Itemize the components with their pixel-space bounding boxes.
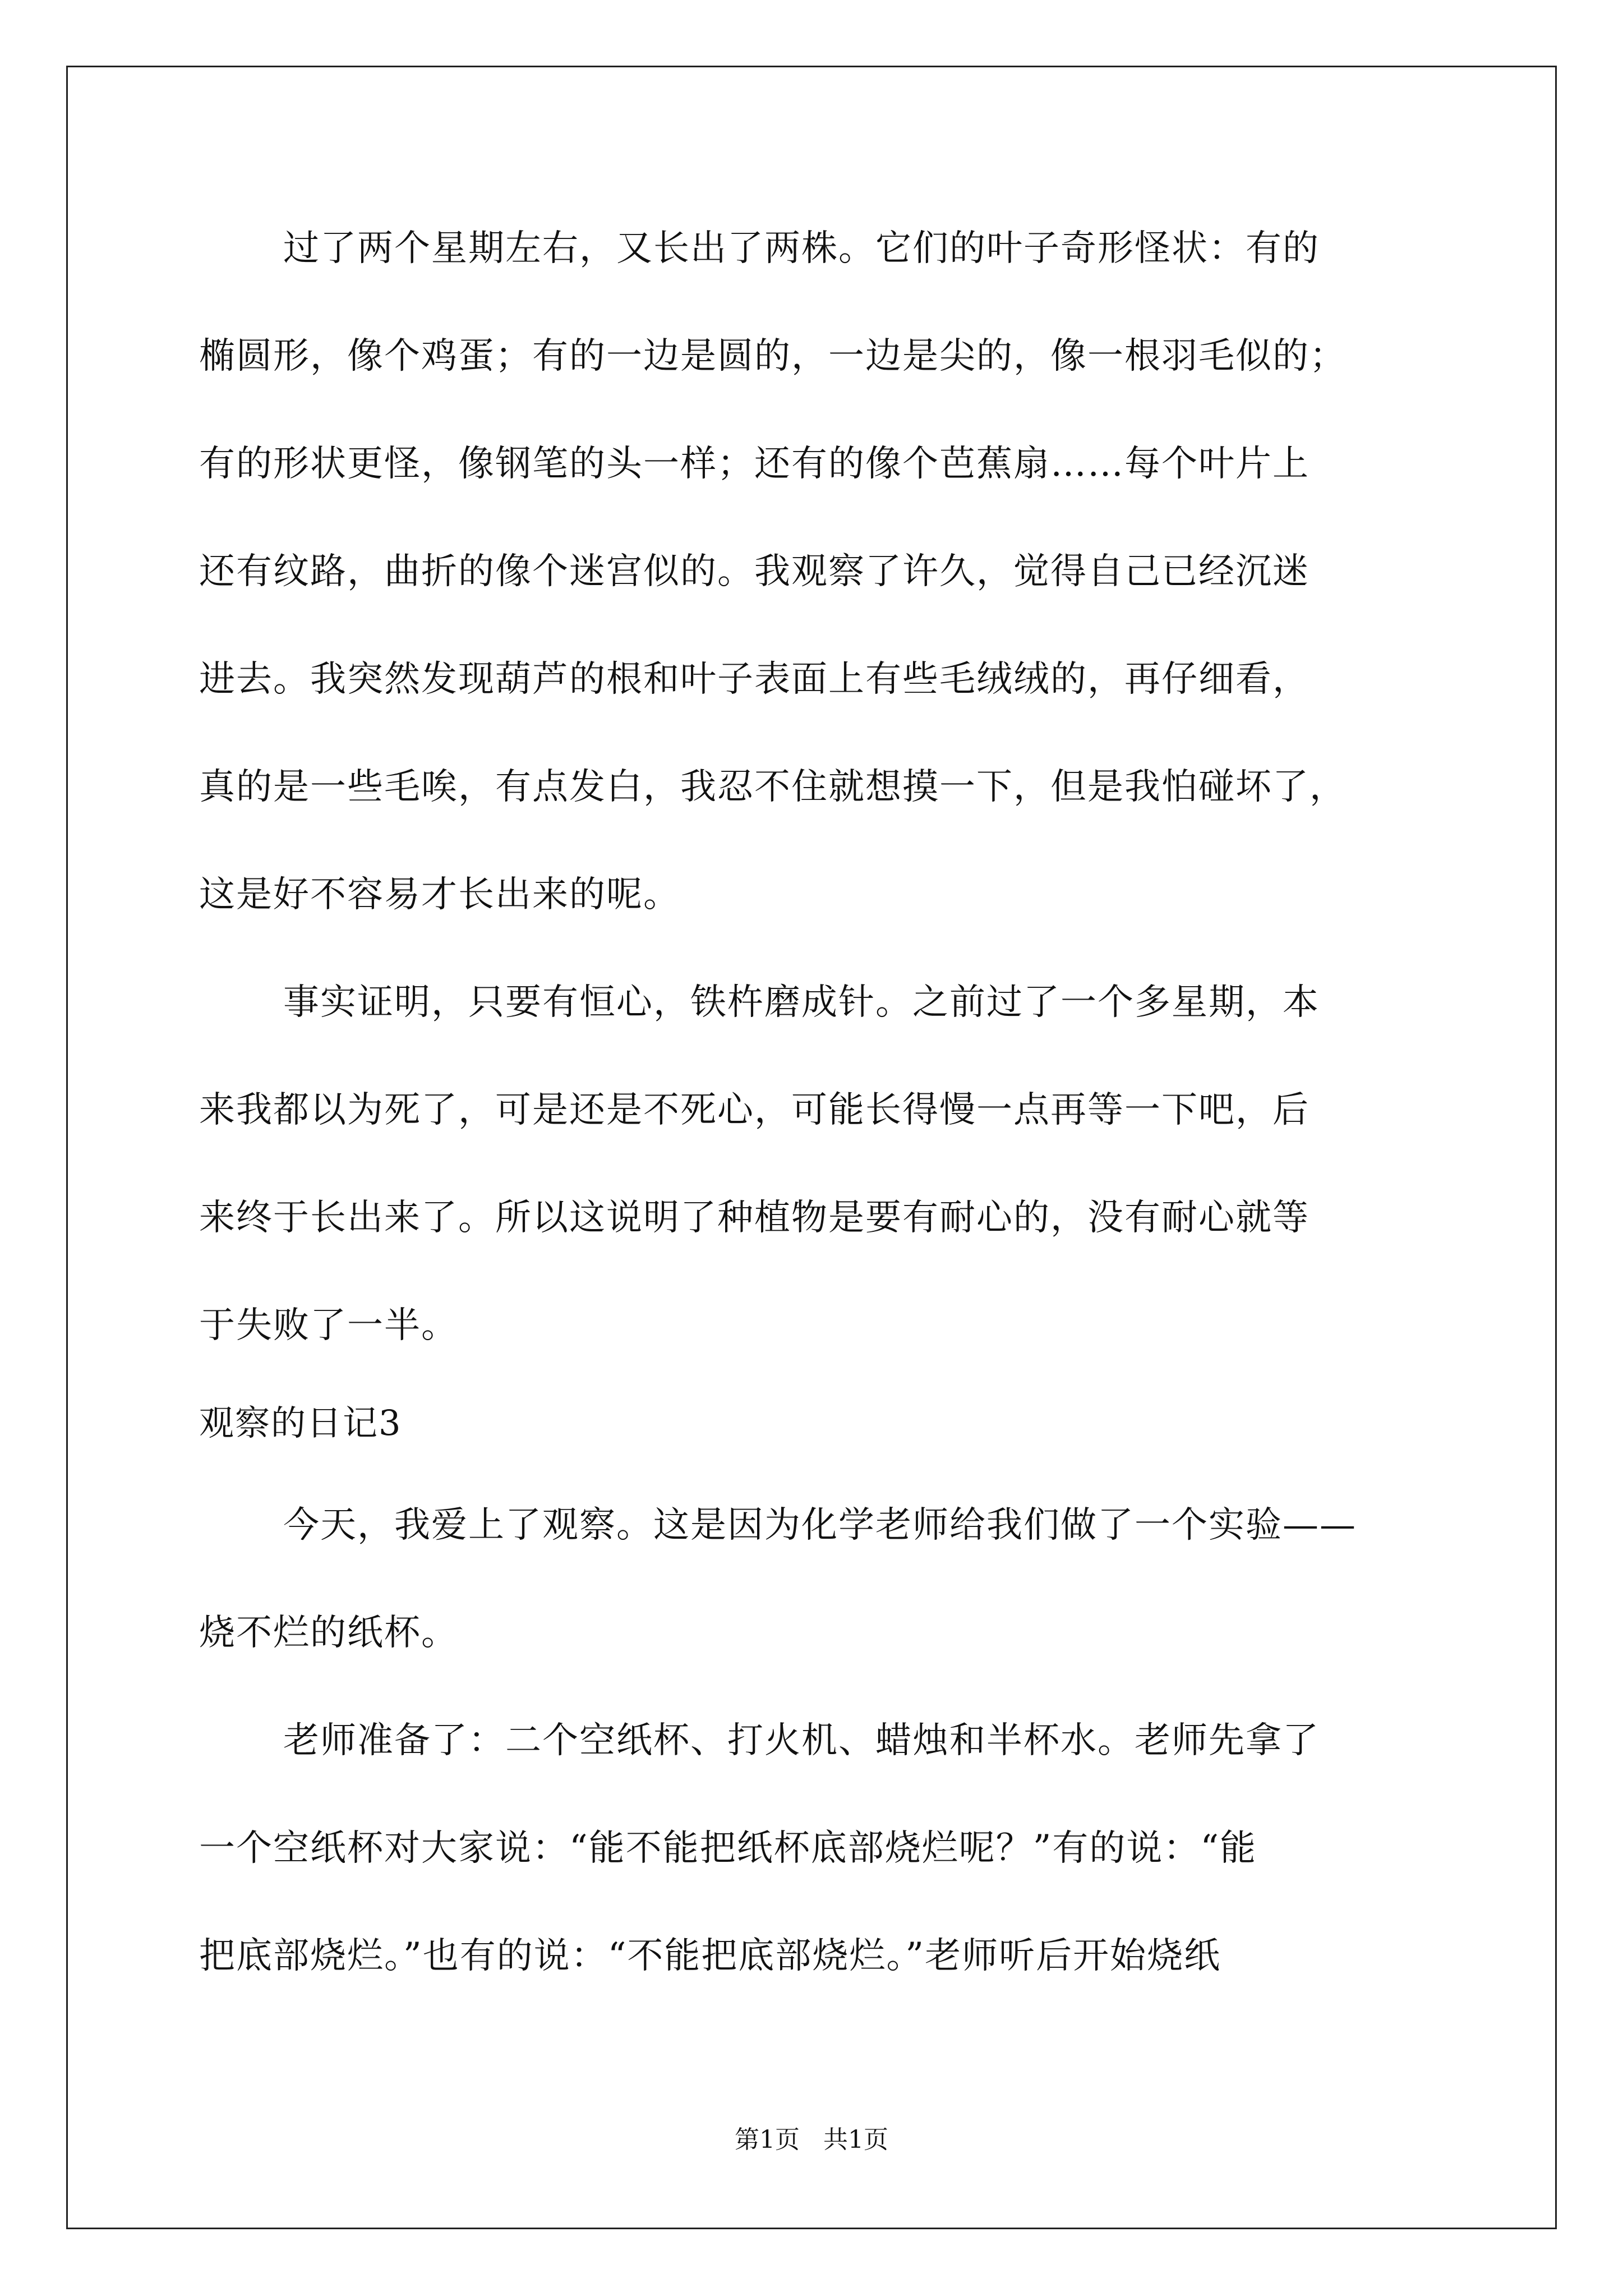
paragraph-4-line-3: 把底部烧烂。”也有的说：“不能把底部烧烂。”老师听后开始烧纸 — [199, 1935, 1221, 1977]
paragraph-1-line-4: 还有纹路，曲折的像个迷宫似的。我观察了许久，觉得自己已经沉迷 — [199, 551, 1310, 592]
section-title: 观察的日记3 — [199, 1402, 402, 1443]
paragraph-4-line-2: 一个空纸杯对大家说：“能不能把纸杯底部烧烂呢？”有的说：“能 — [199, 1828, 1257, 1869]
paragraph-3-line-1: 今天，我爱上了观察。这是因为化学老师给我们做了一个实验—— — [283, 1504, 1357, 1546]
paragraph-1-line-1: 过了两个星期左右，又长出了两株。它们的叶子奇形怪状：有的 — [283, 228, 1320, 269]
paragraph-2-line-1: 事实证明，只要有恒心，铁杵磨成针。之前过了一个多星期，本 — [283, 982, 1320, 1023]
paragraph-1-line-5: 进去。我突然发现葫芦的根和叶子表面上有些毛绒绒的，再仔细看， — [199, 659, 1310, 700]
paragraph-1-line-7: 这是好不容易才长出来的呢。 — [199, 874, 680, 915]
paragraph-2-line-3: 来终于长出来了。所以这说明了种植物是要有耐心的，没有耐心就等 — [199, 1197, 1310, 1239]
paragraph-2-line-4: 于失败了一半。 — [199, 1305, 458, 1346]
paragraph-4-line-1: 老师准备了：二个空纸杯、打火机、蜡烛和半杯水。老师先拿了 — [283, 1720, 1320, 1761]
paragraph-3-line-2: 烧不烂的纸杯。 — [199, 1612, 458, 1654]
page-footer: 第1页 共1页 — [735, 2125, 888, 2154]
paragraph-2-line-2: 来我都以为死了，可是还是不死心，可能长得慢一点再等一下吧，后 — [199, 1089, 1310, 1131]
paragraph-1-line-6: 真的是一些毛唉，有点发白，我忍不住就想摸一下，但是我怕碰坏了， — [199, 766, 1347, 808]
paragraph-1-line-3: 有的形状更怪，像钢笔的头一样；还有的像个芭蕉扇……每个叶片上 — [199, 443, 1310, 485]
page-border — [66, 66, 1557, 2229]
paragraph-1-line-2: 椭圆形，像个鸡蛋；有的一边是圆的，一边是尖的，像一根羽毛似的； — [199, 335, 1347, 377]
